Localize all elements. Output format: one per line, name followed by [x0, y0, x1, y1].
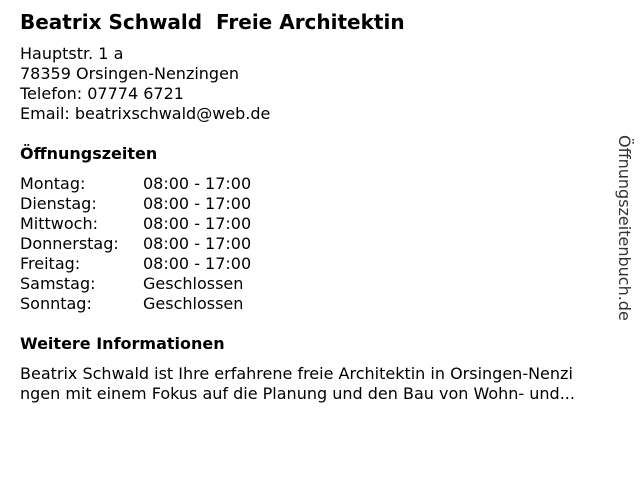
hours-row-wednesday	[20, 214, 251, 234]
more-info-heading: Weitere Informationen	[20, 334, 225, 353]
site-watermark: Öffnungszeitenbuch.de	[615, 135, 634, 321]
hours-day: Donnerstag:	[20, 234, 119, 253]
phone-number: Telefon: 07774 6721	[20, 84, 184, 103]
email-address: Email: beatrixschwald@web.de	[20, 104, 271, 123]
hours-day: Mittwoch:	[20, 214, 98, 233]
street-address: Hauptstr. 1 a	[20, 44, 124, 63]
hours-time: 08:00 - 17:00	[143, 254, 252, 273]
contact-block	[20, 44, 270, 124]
hours-row-sunday	[20, 294, 251, 314]
hours-row-friday	[20, 254, 251, 274]
hours-time: Geschlossen	[143, 274, 244, 293]
hours-day: Samstag:	[20, 274, 96, 293]
opening-hours-table	[20, 174, 251, 314]
hours-time: 08:00 - 17:00	[143, 234, 252, 253]
hours-time: Geschlossen	[143, 294, 244, 313]
description-line: ngen mit einem Fokus auf die Planung und den Bau von Wohn- und...	[20, 384, 575, 403]
hours-time: 08:00 - 17:00	[143, 194, 252, 213]
hours-day: Dienstag:	[20, 194, 97, 213]
description-line: Beatrix Schwald ist Ihre erfahrene freie Architektin in Orsingen-Nenzi	[20, 364, 573, 383]
opening-hours-heading: Öffnungszeiten	[20, 144, 158, 163]
hours-row-thursday	[20, 234, 251, 254]
hours-day: Freitag:	[20, 254, 81, 273]
hours-time: 08:00 - 17:00	[143, 214, 252, 233]
hours-time: 08:00 - 17:00	[143, 174, 252, 193]
hours-row-saturday	[20, 274, 251, 294]
business-title: Beatrix Schwald Freie Architektin	[20, 10, 405, 34]
hours-day: Sonntag:	[20, 294, 92, 313]
business-description	[20, 364, 630, 404]
hours-row-tuesday	[20, 194, 251, 214]
hours-row-monday	[20, 174, 251, 194]
city-address: 78359 Orsingen-Nenzingen	[20, 64, 240, 83]
hours-day: Montag:	[20, 174, 86, 193]
